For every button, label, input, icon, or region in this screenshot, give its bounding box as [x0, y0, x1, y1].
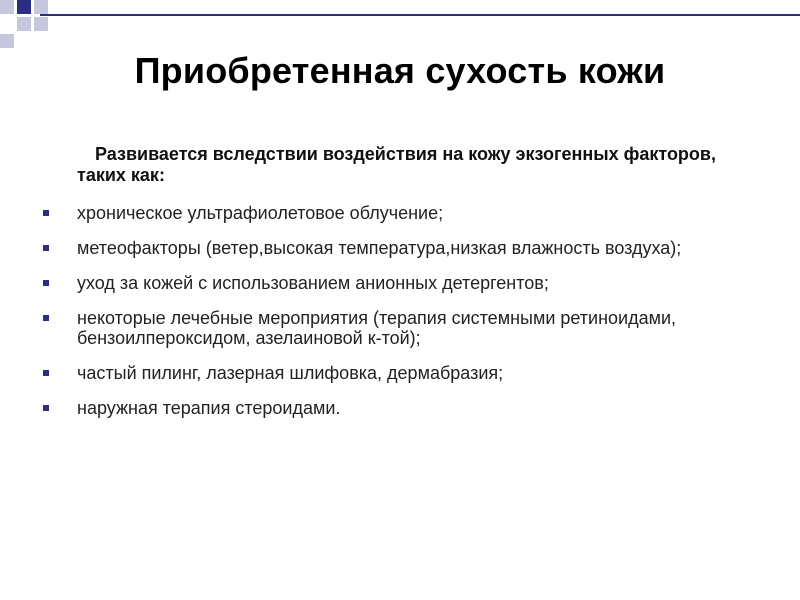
list-item-text: некоторые лечебные мероприятия (терапия системными ретиноидами, бензоилпероксидом, азелаиновой к-той); — [77, 308, 677, 348]
list-item-text: хроническое ультрафиолетовое облучение; — [77, 203, 444, 223]
intro-text: Развивается вследствии воздействия на кожу экзогенных факторов, таких как: — [77, 144, 716, 185]
corner-square — [0, 0, 14, 14]
corner-square — [17, 0, 31, 14]
corner-square — [34, 17, 48, 31]
list-item-text: частый пилинг, лазерная шлифовка, дермабразия; — [77, 363, 504, 383]
list-item — [40, 273, 760, 293]
list-item-text: уход за кожей с использованием анионных детергентов; — [77, 273, 549, 293]
list-item — [40, 363, 760, 383]
slide-title: Приобретенная сухость кожи — [134, 50, 666, 91]
list-item-text: наружная терапия стероидами. — [77, 398, 341, 418]
square-bullet-icon — [43, 245, 49, 251]
corner-square — [34, 0, 48, 14]
square-bullet-icon — [43, 210, 49, 216]
list-item — [40, 308, 760, 348]
corner-decoration — [0, 0, 60, 48]
corner-square — [17, 17, 31, 31]
bullet-list — [40, 203, 760, 433]
square-bullet-icon — [43, 315, 49, 321]
header-divider-line — [40, 14, 800, 16]
list-item — [40, 398, 760, 418]
list-item — [40, 238, 760, 258]
square-bullet-icon — [43, 405, 49, 411]
corner-square — [0, 34, 14, 48]
square-bullet-icon — [43, 370, 49, 376]
list-item-text: метеофакторы (ветер,высокая температура,низкая влажность воздуха); — [77, 238, 682, 258]
square-bullet-icon — [43, 280, 49, 286]
list-item — [40, 203, 760, 223]
